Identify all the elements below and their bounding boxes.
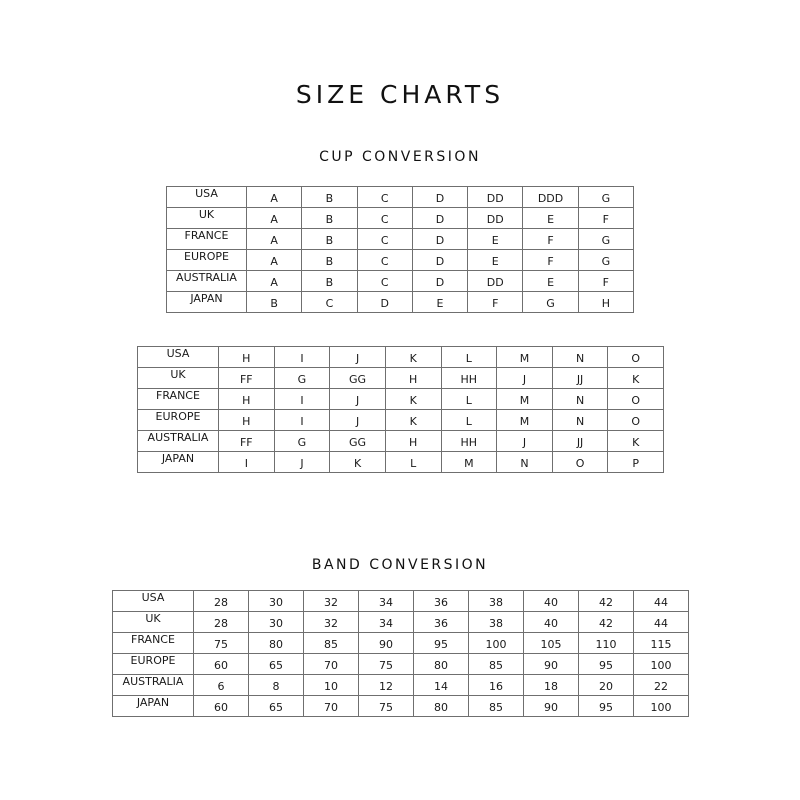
table-cell: J xyxy=(497,431,553,452)
table-cell: 10 xyxy=(304,675,359,696)
table-cell: C xyxy=(357,187,412,208)
table-row xyxy=(113,591,689,612)
table-cell: 80 xyxy=(249,633,304,654)
table-cell: F xyxy=(523,229,578,250)
table-cell: F xyxy=(468,292,523,313)
table-cell: 70 xyxy=(304,654,359,675)
page-title: SIZE CHARTS xyxy=(295,80,505,109)
table-cell: M xyxy=(497,347,553,368)
table-cell: K xyxy=(608,368,664,389)
row-label: UK xyxy=(113,612,194,633)
table-cell: 18 xyxy=(524,675,579,696)
table-cell: J xyxy=(274,452,330,473)
table-cell: 36 xyxy=(414,612,469,633)
table-cell: 105 xyxy=(524,633,579,654)
table-cell: M xyxy=(441,452,497,473)
table-cell: 6 xyxy=(194,675,249,696)
table-cell: E xyxy=(468,229,523,250)
table-cell: 80 xyxy=(414,654,469,675)
table-row xyxy=(138,347,664,368)
table-cell: 30 xyxy=(249,591,304,612)
table-cell: J xyxy=(330,347,386,368)
table-cell: 90 xyxy=(524,654,579,675)
table-row xyxy=(138,389,664,410)
table-cell: 32 xyxy=(304,612,359,633)
cup-conversion-table-1 xyxy=(166,186,634,313)
table-cell: 100 xyxy=(469,633,524,654)
table-cell: O xyxy=(552,452,608,473)
table-cell: H xyxy=(219,389,275,410)
table-cell: E xyxy=(468,250,523,271)
table-cell: 85 xyxy=(469,696,524,717)
table-cell: 90 xyxy=(524,696,579,717)
table-cell: FF xyxy=(219,431,275,452)
table-row xyxy=(167,292,634,313)
row-label: UK xyxy=(167,208,247,229)
table-row xyxy=(138,368,664,389)
table-row xyxy=(138,410,664,431)
row-label: AUSTRALIA xyxy=(138,431,219,452)
row-label: FRANCE xyxy=(167,229,247,250)
table-cell: HH xyxy=(441,368,497,389)
table-cell: I xyxy=(274,347,330,368)
table-cell: O xyxy=(608,347,664,368)
table-cell: E xyxy=(523,208,578,229)
table-cell: L xyxy=(385,452,441,473)
table-cell: I xyxy=(274,410,330,431)
table-cell: H xyxy=(219,347,275,368)
table-cell: J xyxy=(330,389,386,410)
table-cell: H xyxy=(385,431,441,452)
table-cell: 90 xyxy=(359,633,414,654)
table-cell: B xyxy=(302,250,357,271)
table-row xyxy=(138,431,664,452)
table-cell: G xyxy=(274,368,330,389)
table-cell: G xyxy=(523,292,578,313)
table-cell: GG xyxy=(330,431,386,452)
table-cell: N xyxy=(497,452,553,473)
row-label: AUSTRALIA xyxy=(167,271,247,292)
table-cell: C xyxy=(357,208,412,229)
table-cell: B xyxy=(302,187,357,208)
table-cell: 34 xyxy=(359,591,414,612)
table-row xyxy=(113,654,689,675)
row-label: USA xyxy=(167,187,247,208)
table-cell: 95 xyxy=(579,654,634,675)
table-cell: 38 xyxy=(469,591,524,612)
table-cell: 65 xyxy=(249,696,304,717)
table-cell: B xyxy=(302,271,357,292)
row-label: FRANCE xyxy=(113,633,194,654)
table-cell: A xyxy=(247,271,302,292)
table-cell: HH xyxy=(441,431,497,452)
table-cell: A xyxy=(247,187,302,208)
table-cell: 38 xyxy=(469,612,524,633)
table-cell: JJ xyxy=(552,431,608,452)
table-cell: H xyxy=(385,368,441,389)
table-cell: G xyxy=(274,431,330,452)
table-cell: DD xyxy=(468,271,523,292)
table-cell: 28 xyxy=(194,591,249,612)
table-cell: K xyxy=(385,410,441,431)
table-cell: 44 xyxy=(634,612,689,633)
table-cell: 36 xyxy=(414,591,469,612)
table-cell: 32 xyxy=(304,591,359,612)
table-cell: N xyxy=(552,410,608,431)
table-cell: K xyxy=(385,347,441,368)
table-cell: B xyxy=(302,208,357,229)
table-cell: J xyxy=(497,368,553,389)
table-cell: 110 xyxy=(579,633,634,654)
table-cell: J xyxy=(330,410,386,431)
table-cell: 75 xyxy=(194,633,249,654)
table-row xyxy=(113,675,689,696)
table-cell: B xyxy=(302,229,357,250)
table-cell: A xyxy=(247,208,302,229)
table-cell: C xyxy=(357,229,412,250)
row-label: JAPAN xyxy=(167,292,247,313)
table-cell: B xyxy=(247,292,302,313)
table-cell: 28 xyxy=(194,612,249,633)
table-cell: A xyxy=(247,250,302,271)
table-cell: N xyxy=(552,389,608,410)
table-cell: DD xyxy=(468,208,523,229)
table-cell: 16 xyxy=(469,675,524,696)
table-cell: 70 xyxy=(304,696,359,717)
table-cell: P xyxy=(608,452,664,473)
table-cell: L xyxy=(441,347,497,368)
cup-conversion-table-2 xyxy=(137,346,664,473)
table-cell: O xyxy=(608,410,664,431)
table-cell: DD xyxy=(468,187,523,208)
table-cell: E xyxy=(523,271,578,292)
table-row xyxy=(138,452,664,473)
table-cell: K xyxy=(608,431,664,452)
table-cell: A xyxy=(247,229,302,250)
table-cell: F xyxy=(523,250,578,271)
table-cell: F xyxy=(578,208,633,229)
table-cell: 60 xyxy=(194,654,249,675)
table-cell: 75 xyxy=(359,654,414,675)
row-label: JAPAN xyxy=(113,696,194,717)
table-cell: L xyxy=(441,389,497,410)
row-label: JAPAN xyxy=(138,452,219,473)
table-cell: C xyxy=(357,250,412,271)
table-cell: 14 xyxy=(414,675,469,696)
table-cell: D xyxy=(412,208,467,229)
table-cell: M xyxy=(497,389,553,410)
table-cell: 34 xyxy=(359,612,414,633)
cup-conversion-heading: CUP CONVERSION xyxy=(319,149,481,165)
table-cell: 42 xyxy=(579,591,634,612)
table-cell: H xyxy=(219,410,275,431)
table-cell: I xyxy=(274,389,330,410)
table-cell: GG xyxy=(330,368,386,389)
table-cell: D xyxy=(357,292,412,313)
row-label: AUSTRALIA xyxy=(113,675,194,696)
table-cell: C xyxy=(357,271,412,292)
table-cell: 40 xyxy=(524,591,579,612)
table-cell: D xyxy=(412,229,467,250)
table-cell: 115 xyxy=(634,633,689,654)
table-cell: 85 xyxy=(304,633,359,654)
table-cell: O xyxy=(608,389,664,410)
table-row xyxy=(167,229,634,250)
table-cell: K xyxy=(330,452,386,473)
table-cell: 100 xyxy=(634,696,689,717)
table-cell: D xyxy=(412,271,467,292)
table-cell: D xyxy=(412,250,467,271)
table-cell: 20 xyxy=(579,675,634,696)
table-cell: FF xyxy=(219,368,275,389)
table-cell: 30 xyxy=(249,612,304,633)
table-cell: 40 xyxy=(524,612,579,633)
table-cell: 12 xyxy=(359,675,414,696)
table-cell: 100 xyxy=(634,654,689,675)
band-conversion-heading: BAND CONVERSION xyxy=(311,557,489,573)
table-cell: M xyxy=(497,410,553,431)
table-row xyxy=(113,633,689,654)
table-cell: F xyxy=(578,271,633,292)
table-cell: N xyxy=(552,347,608,368)
row-label: EUROPE xyxy=(113,654,194,675)
row-label: EUROPE xyxy=(167,250,247,271)
row-label: UK xyxy=(138,368,219,389)
table-cell: E xyxy=(412,292,467,313)
row-label: USA xyxy=(138,347,219,368)
table-row xyxy=(167,250,634,271)
table-row xyxy=(167,208,634,229)
table-cell: I xyxy=(219,452,275,473)
table-row xyxy=(167,271,634,292)
table-cell: 95 xyxy=(414,633,469,654)
table-cell: L xyxy=(441,410,497,431)
row-label: EUROPE xyxy=(138,410,219,431)
table-row xyxy=(167,187,634,208)
table-cell: 85 xyxy=(469,654,524,675)
row-label: FRANCE xyxy=(138,389,219,410)
table-cell: G xyxy=(578,229,633,250)
table-cell: JJ xyxy=(552,368,608,389)
table-cell: 44 xyxy=(634,591,689,612)
table-cell: C xyxy=(302,292,357,313)
table-cell: 95 xyxy=(579,696,634,717)
band-conversion-table xyxy=(112,590,689,717)
table-cell: 42 xyxy=(579,612,634,633)
table-cell: D xyxy=(412,187,467,208)
table-row xyxy=(113,696,689,717)
table-cell: 80 xyxy=(414,696,469,717)
table-cell: 22 xyxy=(634,675,689,696)
table-row xyxy=(113,612,689,633)
table-cell: 65 xyxy=(249,654,304,675)
row-label: USA xyxy=(113,591,194,612)
table-cell: G xyxy=(578,187,633,208)
table-cell: 60 xyxy=(194,696,249,717)
table-cell: 75 xyxy=(359,696,414,717)
table-cell: DDD xyxy=(523,187,578,208)
table-cell: K xyxy=(385,389,441,410)
table-cell: G xyxy=(578,250,633,271)
table-cell: 8 xyxy=(249,675,304,696)
table-cell: H xyxy=(578,292,633,313)
